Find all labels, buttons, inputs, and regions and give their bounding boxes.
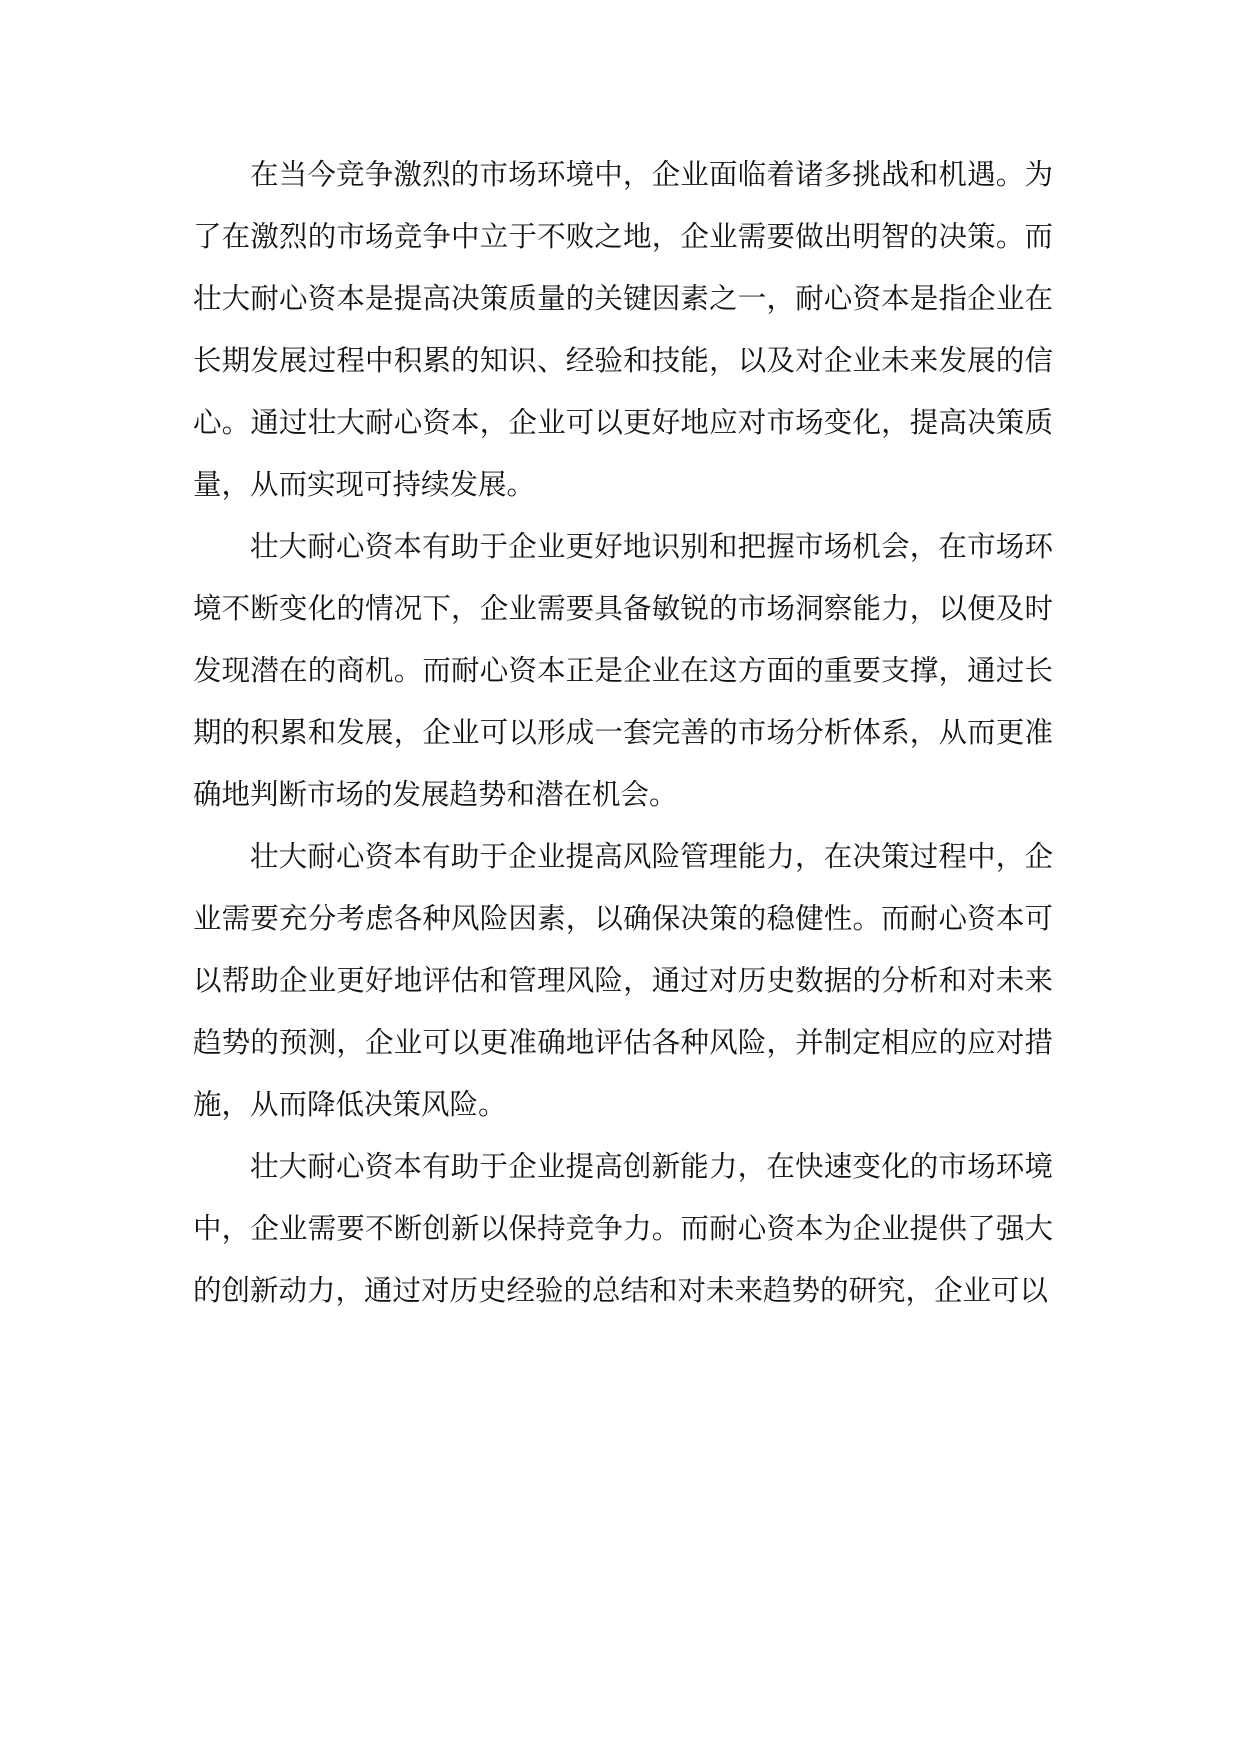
paragraph-3: 壮大耐心资本有助于企业提高风险管理能力，在决策过程中，企业需要充分考虑各种风险因素，以确保决策的稳健性。而耐心资本可以帮助企业更好地评估和管理风险，通过对历史数据的分析和对未来趋势的预测，企业可以更准确地评估各种风险，并制定相应的应对措施，从而降低决策风险。 <box>193 840 1053 1121</box>
paragraph-2: 壮大耐心资本有助于企业更好地识别和把握市场机会，在市场环境不断变化的情况下，企业需要具备敏锐的市场洞察能力，以便及时发现潜在的商机。而耐心资本正是企业在这方面的重要支撑，通过长期的积累和发展，企业可以形成一套完善的市场分析体系，从而更准确地判断市场的发展趋势和潜在机会。 <box>193 530 1053 811</box>
paragraph-4: 壮大耐心资本有助于企业提高创新能力，在快速变化的市场环境中，企业需要不断创新以保持竞争力。而耐心资本为企业提供了强大的创新动力，通过对历史经验的总结和对未来趋势的研究，企业可以 <box>193 1150 1053 1307</box>
document-body <box>193 144 1053 1322</box>
paragraph-1: 在当今竞争激烈的市场环境中，企业面临着诸多挑战和机遇。为了在激烈的市场竞争中立于不败之地，企业需要做出明智的决策。而壮大耐心资本是提高决策质量的关键因素之一，耐心资本是指企业在长期发展过程中积累的知识、经验和技能，以及对企业未来发展的信心。通过壮大耐心资本，企业可以更好地应对市场变化，提高决策质量，从而实现可持续发展。 <box>193 158 1053 501</box>
